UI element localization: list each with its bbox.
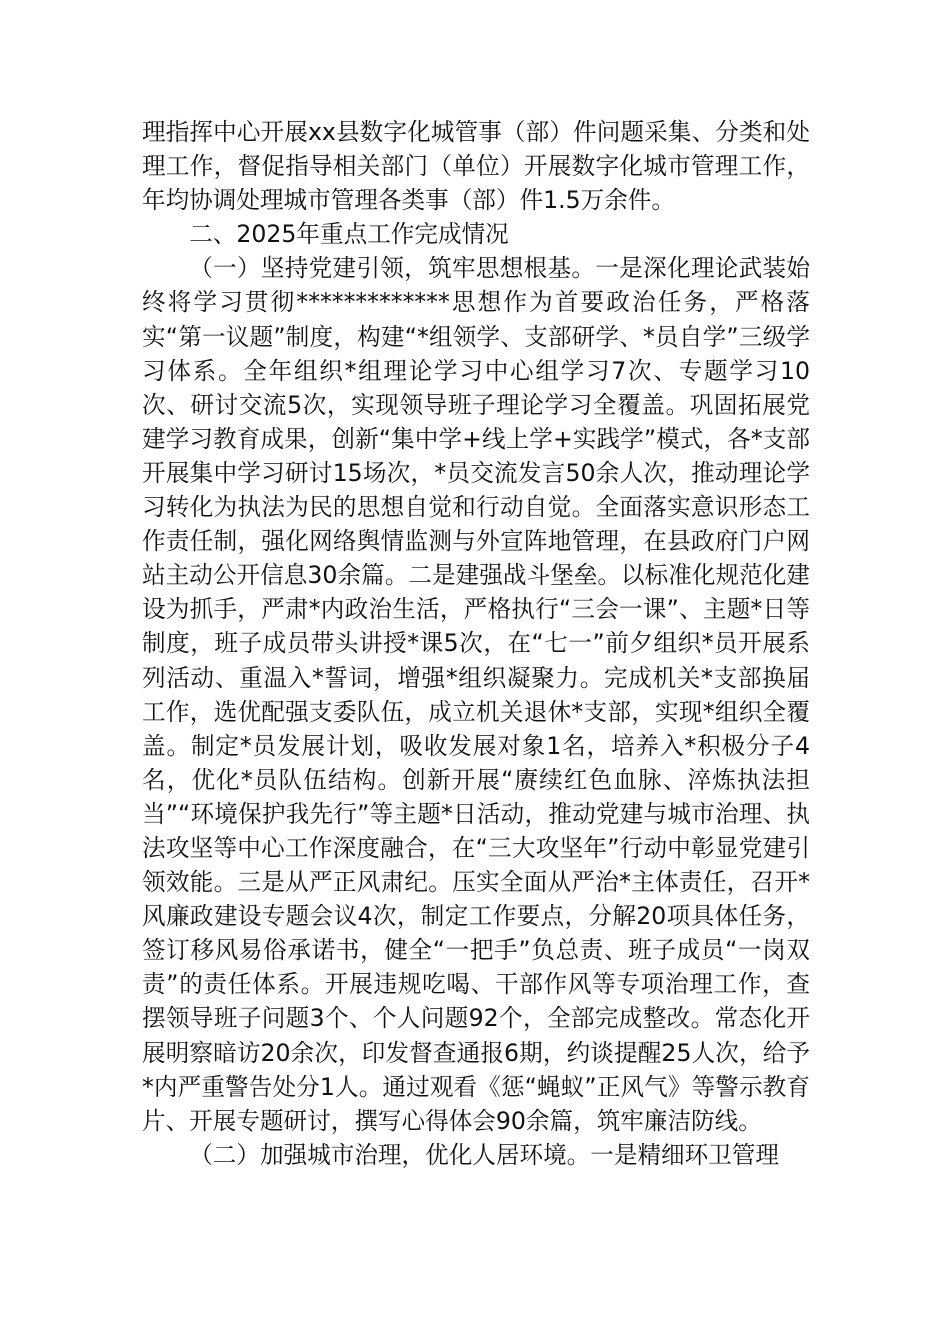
paragraph-party-building: （一）坚持党建引领，筑牢思想根基。一是深化理论武装始终将学习贯彻*************思想作为首要政治任务，严格落实“第一议题”制度，构建“*组领学、支部研学、*员自学”三级学习体系。全年组织*组理论学习中心组学习7次、专题学习10次、研讨交流5次，实现领导班子理论学习全覆盖。巩固拓展党建学习教育成果，创新“集中学+线上学+实践学”模式，各*支部开展集中学习研讨15场次，*员交流发言50余人次，推动理论学习转化为执法为民的思想自觉和行动自觉。全面落实意识形态工作责任制，强化网络舆情监测与外宣阵地管理，在县政府门户网站主动公开信息30余篇。二是建强战斗堡垒。以标准化规范化建设为抓手，严肃*内政治生活，严格执行“三会一课”、主题*日等制度，班子成员带头讲授*课5次，在“七一”前夕组织*员开展系列活动、重温入*誓词，增强*组织凝聚力。完成机关*支部换届工作，选优配强支委队伍，成立机关退休*支部，实现*组织全覆盖。制定*员发展计划，吸收发展对象1名，培养入*积极分子4名，优化*员队伍结构。创新开展“赓续红色血脉、淬炼执法担当”“环境保护我先行”等主题*日活动，推动党建与城市治理、执法攻坚等中心工作深度融合，在“三大攻坚年”行动中彰显党建引领效能。三是从严正风肃纪。压实全面从严治*主体责任，召开*风廉政建设专题会议4次，制定工作要点，分解20项具体任务，签订移风易俗承诺书，健全“一把手”负总责、班子成员“一岗双责”的责任体系。开展违规吃喝、干部作风等专项治理工作，查摆领导班子问题3个、个人问题92个，全部完成整改。常态化开展明察暗访20余次，印发督查通报6期，约谈提醒25人次，给予*内严重警告处分1人。通过观看《惩“蝇蚁”正风气》等警示教育片、开展专题研讨，撰写心得体会90余篇，筑牢廉洁防线。 [142,254,810,1135]
document-body [142,115,810,1172]
section-heading: 二、2025年重点工作完成情况 [189,220,509,249]
paragraph-urban-governance: （二）加强城市治理，优化人居环境。一是精细环卫管理 [189,1140,780,1169]
paragraph-continuation: 理指挥中心开展xx县数字化城管事（部）件问题采集、分类和处理工作，督促指导相关部门（单位）开展数字化城市管理工作，年均协调处理城市管理各类事（部）件1.5万余件。 [142,118,810,215]
